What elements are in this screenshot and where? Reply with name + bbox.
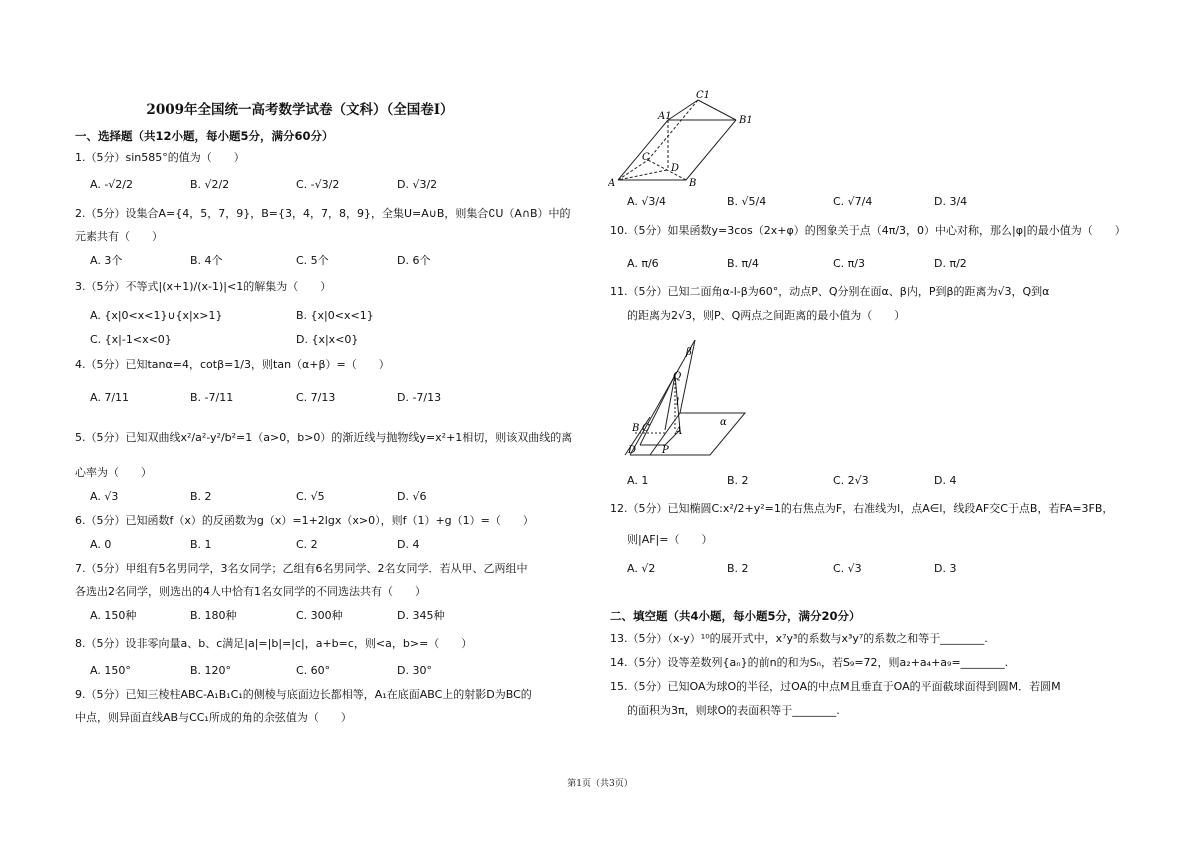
q8-option-d: D. 30° [397,664,432,677]
question-9-line2: 中点，则异面直线AB与CC₁所成的角的余弦值为（ ） [75,711,352,724]
q1-option-d: D. √3/2 [397,178,438,191]
q3-option-d: D. {x|x<0} [296,333,359,346]
q10-option-d: D. π/2 [934,257,967,270]
q2-option-d: D. 6个 [397,254,431,267]
q3-option-b: B. {x|0<x<1} [296,309,374,322]
label-b: B [632,423,640,434]
q2-option-c: C. 5个 [296,254,329,267]
q10-option-a: A. π/6 [627,257,659,270]
q9-option-b: B. √5/4 [727,195,767,208]
dihedral-figure [620,335,750,465]
q4-option-b: B. -7/11 [190,391,234,404]
q7-option-d: D. 345种 [397,609,445,622]
prism-figure [608,88,768,192]
question-8: 8.（5分）设非零向量a、b、c满足|a|=|b|=|c|，a+b=c，则<a，b>=（ ） [75,637,473,650]
q1-option-b: B. √2/2 [190,178,230,191]
q8-option-c: C. 60° [296,664,331,677]
label-c: C [642,423,650,434]
q2-option-a: A. 3个 [90,254,123,267]
question-2: 2.（5分）设集合A={4，5，7，9}，B={3，4，7，8，9}，全集U=A∪B，则集合∁U（A∩B）中的 [75,207,571,220]
q3-option-a: A. {x|0<x<1}∪{x|x>1} [90,309,223,322]
label-q: Q [673,371,682,382]
question-11: 11.（5分）已知二面角α-l-β为60°，动点P、Q分别在面α、β内，P到β的距离为√3，Q到α [610,285,1050,298]
q6-option-a: A. 0 [90,538,112,551]
page-footer: 第1页（共3页） [567,779,633,789]
question-11-line2: 的距离为2√3，则P、Q两点之间距离的最小值为（ ） [627,309,906,322]
section-fill-heading: 二、填空题（共4小题，每小题5分，满分20分） [610,609,861,623]
q6-option-d: D. 4 [397,538,420,551]
q10-option-c: C. π/3 [833,257,866,270]
q8-option-a: A. 150° [90,664,131,677]
q9-option-c: C. √7/4 [833,195,873,208]
label-a: A [608,178,616,189]
q11-option-d: D. 4 [934,474,957,487]
q12-option-d: D. 3 [934,562,957,575]
q3-option-c: C. {x|-1<x<0} [90,333,172,346]
q5-option-a: A. √3 [90,490,119,503]
question-10: 10.（5分）如果函数y=3cos（2x+φ）的图象关于点（4π/3，0）中心对称，那么|φ|的最小值为（ ） [610,224,1126,237]
label-b: B [689,178,697,189]
question-6: 6.（5分）已知函数f（x）的反函数为g（x）=1+2lgx（x>0），则f（1）+g（1）=（ ） [75,514,534,527]
label-c1: C1 [696,90,711,101]
q1-option-c: C. -√3/2 [296,178,340,191]
q11-option-b: B. 2 [727,474,749,487]
label-d: D [628,445,637,456]
label-a1: A1 [658,111,672,122]
q7-option-b: B. 180种 [190,609,237,622]
page-title: 2009年全国统一高考数学试卷（文科）（全国卷Ⅰ） [146,102,454,118]
question-12: 12.（5分）已知椭圆C:x²/2+y²=1的右焦点为F，右准线为l，点A∈l，线段AF交C于点B，若FA=3FB， [610,502,1114,515]
label-a: A [675,426,683,437]
question-7: 7.（5分）甲组有5名男同学，3名女同学；乙组有6名男同学、2名女同学．若从甲、乙两组中 [75,562,528,575]
question-3: 3.（5分）不等式|(x+1)/(x-1)|<1的解集为（ ） [75,280,332,293]
q11-option-a: A. 1 [627,474,649,487]
question-15: 15.（5分）已知OA为球O的半径，过OA的中点M且垂直于OA的平面截球面得到圆M．若圆M [610,680,1061,693]
question-15-line2: 的面积为3π，则球O的表面积等于________. [627,704,840,717]
section-choice-heading: 一、选择题（共12小题，每小题5分，满分60分） [75,129,334,143]
q4-option-a: A. 7/11 [90,391,130,404]
q5-option-b: B. 2 [190,490,212,503]
question-5-line2: 心率为（ ） [75,466,152,479]
q6-option-c: C. 2 [296,538,318,551]
label-l: l [676,397,680,408]
q11-option-c: C. 2√3 [833,474,869,487]
question-2-line2: 元素共有（ ） [75,230,163,243]
question-4: 4.（5分）已知tanα=4，cotβ=1/3，则tan（α+β）=（ ） [75,358,390,371]
q9-option-d: D. 3/4 [934,195,968,208]
question-12-line2: 则|AF|=（ ） [627,533,713,546]
q10-option-b: B. π/4 [727,257,759,270]
label-c: C [642,152,650,163]
q12-option-a: A. √2 [627,562,656,575]
q12-option-b: B. 2 [727,562,749,575]
q12-option-c: C. √3 [833,562,862,575]
q4-option-c: C. 7/13 [296,391,336,404]
q6-option-b: B. 1 [190,538,212,551]
label-d: D [671,163,680,174]
question-5: 5.（5分）已知双曲线x²/a²-y²/b²=1（a>0，b>0）的渐近线与抛物线y=x²+1相切，则该双曲线的离 [75,431,573,444]
question-9: 9.（5分）已知三棱柱ABC-A₁B₁C₁的侧棱与底面边长都相等，A₁在底面ABC上的射影D为BC的 [75,688,532,701]
label-alpha: α [720,417,727,428]
label-beta: β [686,347,692,358]
question-7-line2: 各选出2名同学，则选出的4人中恰有1名女同学的不同选法共有（ ） [75,585,426,598]
q8-option-b: B. 120° [190,664,232,677]
q1-option-a: A. -√2/2 [90,178,134,191]
q2-option-b: B. 4个 [190,254,223,267]
label-p: P [662,445,669,456]
question-1: 1.（5分）sin585°的值为（ ） [75,151,245,164]
q4-option-d: D. -7/13 [397,391,442,404]
q7-option-a: A. 150种 [90,609,137,622]
q7-option-c: C. 300种 [296,609,343,622]
label-b1: B1 [739,115,753,126]
question-13: 13.（5分）（x-y）¹⁰的展开式中，x⁷y³的系数与x³y⁷的系数之和等于________. [610,632,988,645]
q9-option-a: A. √3/4 [627,195,667,208]
question-14: 14.（5分）设等差数列{aₙ}的前n的和为Sₙ，若S₉=72，则a₂+a₄+a₉=________. [610,656,1009,669]
q5-option-d: D. √6 [397,490,427,503]
q5-option-c: C. √5 [296,490,325,503]
